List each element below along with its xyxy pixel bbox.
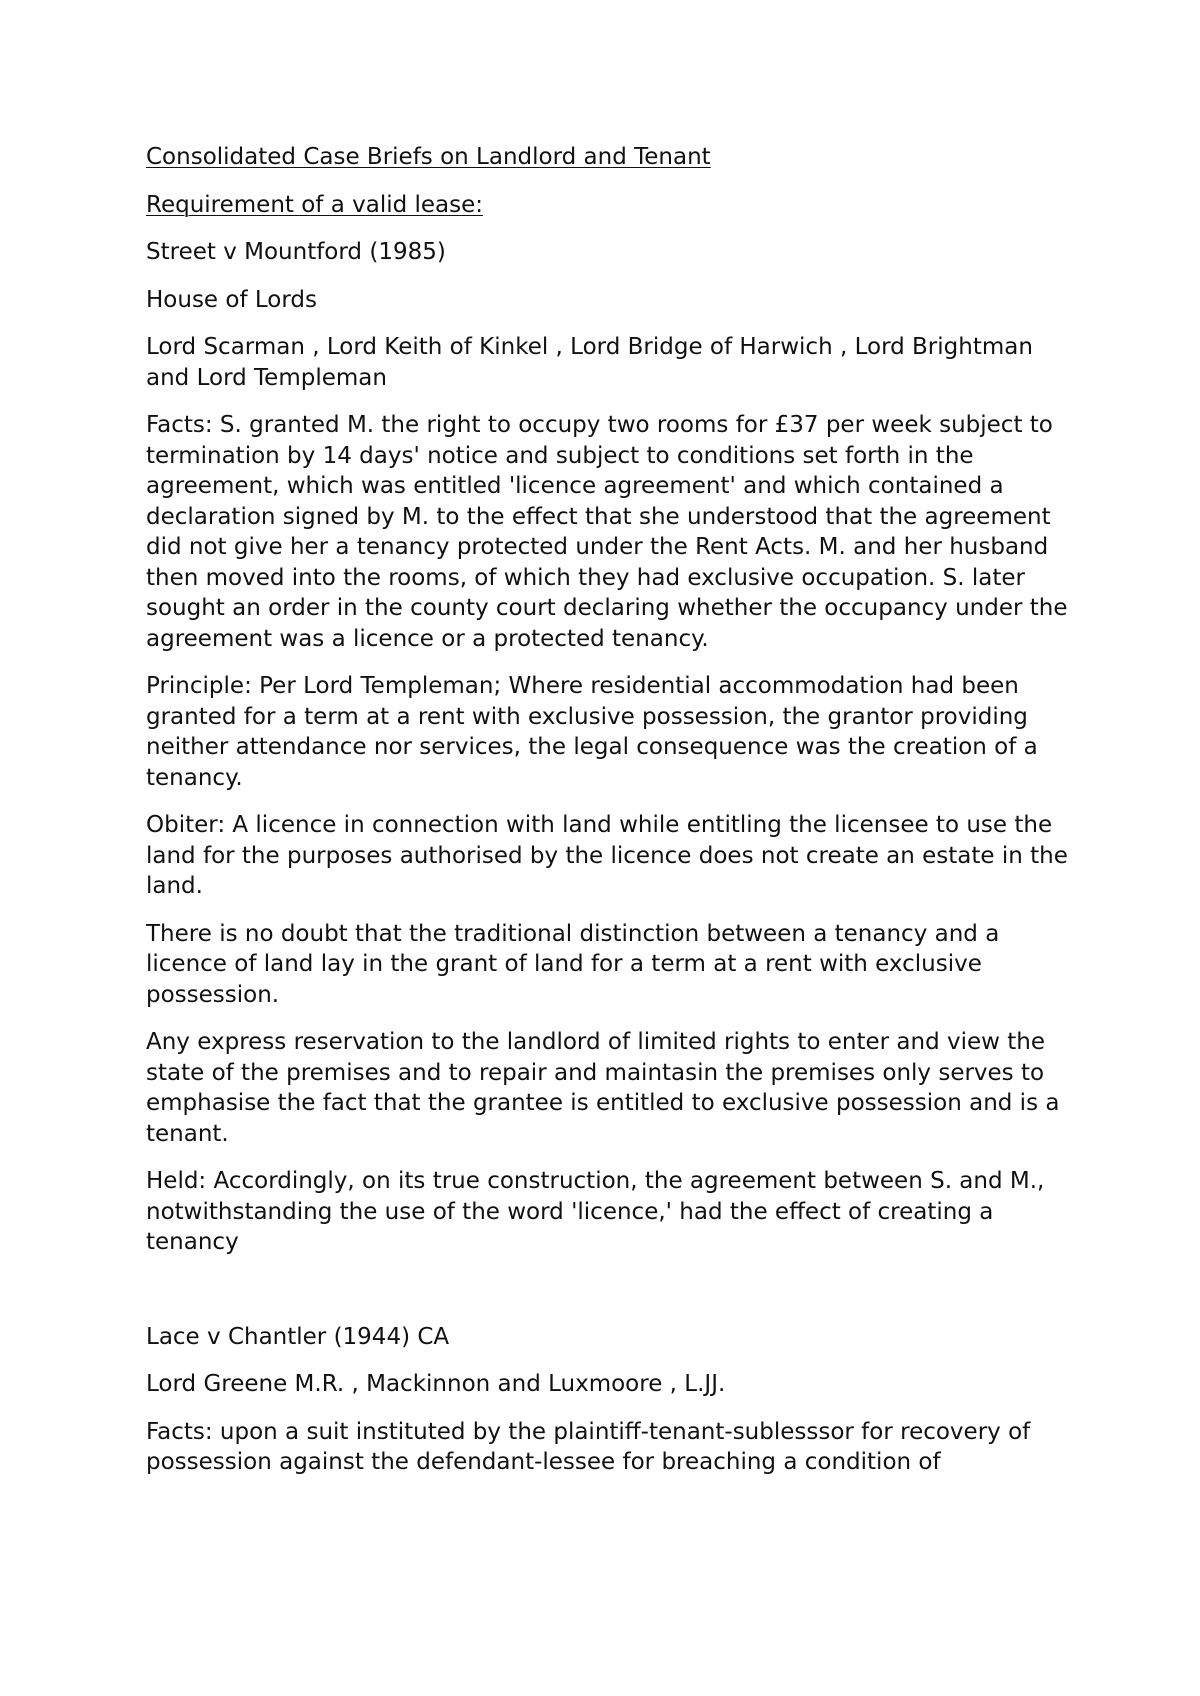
case-facts: Facts: S. granted M. the right to occupy two rooms for £37 per week subject to termination by 14 days' notice and subject to conditions set forth in the agreement, which was entitled 'licence agreement' and which contained a declaration signed by M. to the effect that she understood that the agreement did not give her a tenancy protected under the Rent Acts. M. and her husband then moved into the rooms, of which they had exclusive occupation. S. later sought an order in the county court declaring whether the occupancy under the agreement was a licence or a protected tenancy. bbox=[146, 412, 1068, 652]
case-facts: Facts: upon a suit instituted by the plaintiff-tenant-sublesssor for recovery of possession against the defendant-lessee for breaching a condition of bbox=[146, 1418, 1031, 1475]
case-paragraph: Any express reservation to the landlord of limited rights to enter and view the state of the premises and to repair and maintasin the premises only serves to emphasise the fact that the grantee is entitled to exclusive possession and is a tenant. bbox=[146, 1029, 1060, 1147]
case-held: Held: Accordingly, on its true construction, the agreement between S. and M., notwithstanding the use of the word 'licence,' had the effect of creating a tenancy bbox=[146, 1168, 1045, 1255]
case-name: Lace v Chantler (1944) CA bbox=[146, 1323, 450, 1350]
paragraph-spacer bbox=[146, 1275, 1076, 1322]
document-title: Consolidated Case Briefs on Landlord and Tenant bbox=[146, 144, 711, 170]
case-principle: Principle: Per Lord Templeman; Where residential accommodation had been granted for a term at a rent with exclusive possession, the grantor providing neither attendance nor services, the legal consequence was the creation of a tenancy. bbox=[146, 673, 1038, 791]
case-court: House of Lords bbox=[146, 286, 317, 313]
case-name: Street v Mountford (1985) bbox=[146, 239, 446, 265]
document-page bbox=[146, 142, 1076, 1495]
case-paragraph: There is no doubt that the traditional distinction between a tenancy and a licence of land lay in the grant of land for a term at a rent with exclusive possession. bbox=[146, 920, 1000, 1008]
case-judges: Lord Scarman , Lord Keith of Kinkel , Lord Bridge of Harwich , Lord Brightman and Lord Templeman bbox=[146, 334, 1033, 391]
case-obiter: Obiter: A licence in connection with land while entitling the licensee to use the land for the purposes authorised by the licence does not create an estate in the land. bbox=[146, 812, 1068, 899]
case-judges: Lord Greene M.R. , Mackinnon and Luxmoore , L.JJ. bbox=[146, 1371, 726, 1397]
section-heading: Requirement of a valid lease: bbox=[146, 191, 484, 218]
